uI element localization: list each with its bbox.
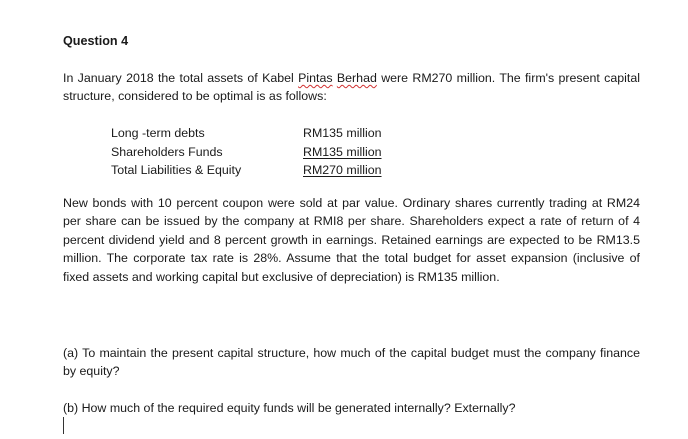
row-value: RM135 million [303, 144, 382, 159]
text-cursor[interactable] [63, 417, 64, 434]
details-paragraph: New bonds with 10 percent coupon were sold at par value. Ordinary shares currently trading at RM24 per share can be issued by the company at RMI8 per share. Shareholders expect a rate of return of 4 percent dividend yield and 8 percent growth in earnings. Retained earnings are expected to be RM13.5 million. The corporate tax rate is 28%. Assume that the total budget for asset expansion (inclusive of fixed assets and working capital but exclusive of depreciation) is RM135 million. [63, 196, 640, 284]
row-value: RM270 million [303, 163, 382, 178]
intro-paragraph [63, 69, 640, 106]
table-row [111, 124, 423, 143]
table-row [111, 161, 423, 180]
row-label: Long -term debts [111, 126, 205, 140]
row-label: Shareholders Funds [111, 144, 223, 159]
row-label: Total Liabilities & Equity [111, 163, 242, 178]
intro-text-start: In January 2018 the total assets of Kabel [63, 71, 299, 85]
part-a-question: (a) To maintain the present capital structure, how much of the capital budget must the company finance by equity? [63, 346, 640, 379]
table-row [111, 143, 423, 162]
spellcheck-flagged-word: Pintas [298, 71, 333, 85]
row-value: RM135 million [303, 126, 382, 140]
intro-text-end: were RM270 million. The firm's present capital structure, considered to be optimal is as follows: [63, 71, 641, 104]
part-b-question: (b) How much of the required equity funds will be generated internally? Externally? [63, 401, 516, 415]
question-title: Question 4 [63, 34, 129, 48]
capital-structure-table [111, 124, 423, 180]
spellcheck-flagged-word: Berhad [336, 71, 377, 85]
